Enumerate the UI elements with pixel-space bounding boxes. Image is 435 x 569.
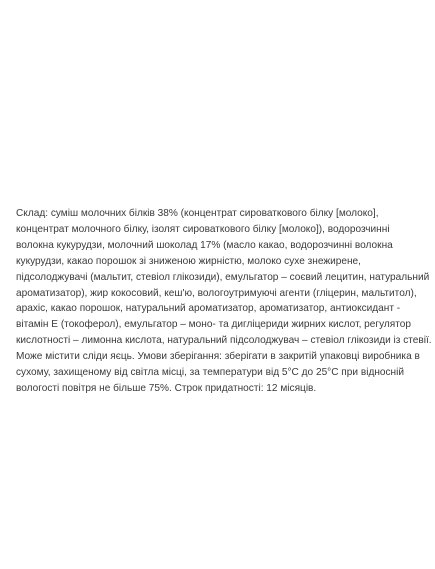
text-line-12: вологості повітря не більше 75%. Строк придатності: 12 місяців. — [16, 382, 317, 394]
text-line-10: Може містити сліди яєць. Умови зберігання: зберігати в закритій упаковці виробника в — [16, 351, 420, 363]
text-line-2: концентрат молочного білку, ізолят сироваткового білку [молоко]), водорозчинні — [16, 223, 390, 235]
text-line-9: кислотності – лимонна кислота, натуральний підсолоджувач – стевіол глікозиди із стевії. — [16, 335, 432, 347]
text-line-5: підсолоджувачі (мальтит, стевіол глікозиди), емульгатор – соєвий лецитин, натуральний — [16, 271, 430, 283]
text-line-6: ароматизатор), жир кокосовий, кеш'ю, вологоутримуючі агенти (гліцерин, мальтитол), — [16, 287, 417, 299]
ingredients-text — [16, 206, 432, 397]
text-line-8: вітамін Е (токоферол), емульгатор – моно- та дигліцериди жирних кислот, регулятор — [16, 319, 412, 331]
text-line-11: сухому, захищеному від світла місці, за температури від 5°С до 25°С при відносній — [16, 367, 405, 379]
text-line-7: арахіс, какао порошок, натуральний ароматизатор, ароматизатор, антиоксидант - — [16, 303, 401, 315]
text-line-4: кукурудзи, какао порошок зі зниженою жирністю, молоко сухе знежирене, — [16, 255, 361, 267]
text-line-1: Склад: суміш молочних білків 38% (концентрат сироваткового білку [молоко], — [16, 208, 379, 219]
text-line-3: волокна кукурудзи, молочний шоколад 17% (масло какао, водорозчинні волокна — [16, 239, 393, 251]
